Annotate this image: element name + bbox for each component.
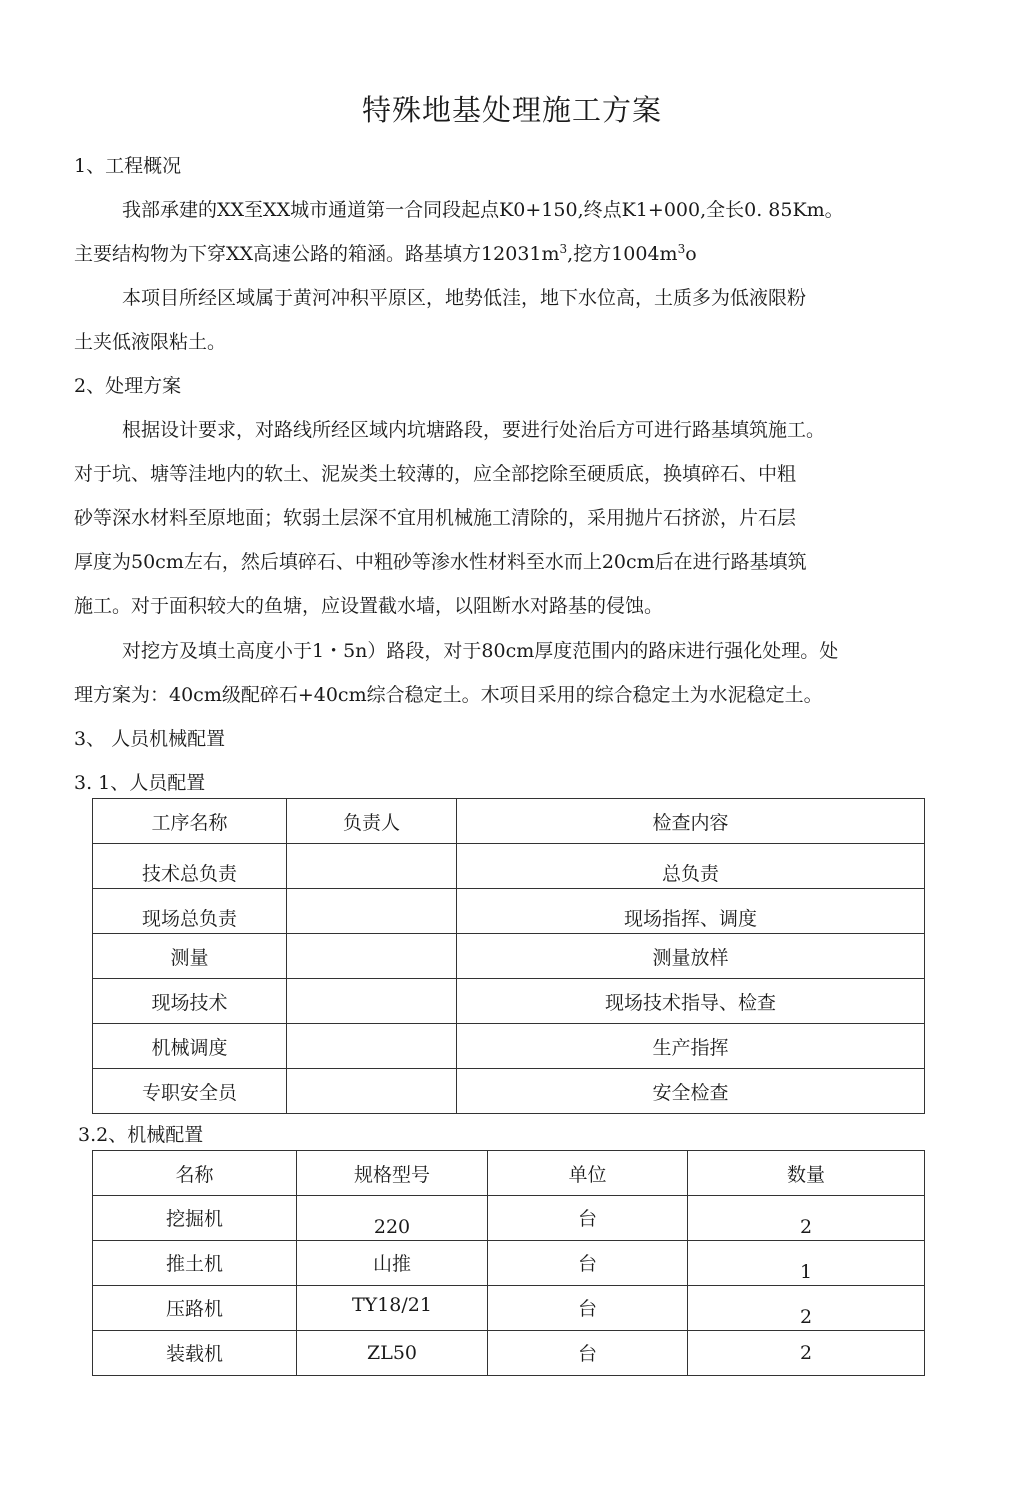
table-cell xyxy=(287,889,457,934)
table-row xyxy=(93,979,925,1024)
machine-table xyxy=(92,1150,925,1376)
table-cell: 山推 xyxy=(297,1241,488,1286)
table-cell: 现场指挥、调度 xyxy=(457,889,925,934)
table-cell: 总负责 xyxy=(457,844,925,889)
table-cell: 台 xyxy=(488,1331,688,1376)
treatment-paragraph-line: 厚度为50cm左右，然后填碎石、中粗砂等渗水性材料至水而上20cm后在进行路基填筑 xyxy=(74,551,807,573)
table-cell: 装载机 xyxy=(93,1331,297,1376)
section-3-1-heading: 3. 1、人员配置 xyxy=(74,772,206,794)
table-row xyxy=(93,889,925,934)
table-cell: 技术总负责 xyxy=(93,844,287,889)
table-row xyxy=(93,1069,925,1114)
section-2-heading: 2、处理方案 xyxy=(74,375,182,397)
table-header-cell: 规格型号 xyxy=(297,1151,488,1196)
table-row xyxy=(93,1241,925,1286)
table-cell: 台 xyxy=(488,1241,688,1286)
overview-text: o xyxy=(685,243,697,265)
treatment-paragraph-line: 根据设计要求，对路线所经区域内坑塘路段，要进行处治后方可进行路基填筑施工。 xyxy=(122,419,826,441)
table-cell: 2 xyxy=(688,1196,925,1241)
table-cell: 机械调度 xyxy=(93,1024,287,1069)
table-cell xyxy=(287,1024,457,1069)
table-header-row xyxy=(93,1151,925,1196)
section-1-heading: 1、工程概况 xyxy=(74,155,182,177)
table-cell: 安全检查 xyxy=(457,1069,925,1114)
superscript: 3 xyxy=(559,242,568,256)
table-header-cell: 负责人 xyxy=(287,799,457,844)
table-row xyxy=(93,844,925,889)
section-3-2-heading: 3.2、机械配置 xyxy=(78,1124,204,1146)
table-cell: 现场技术指导、检查 xyxy=(457,979,925,1024)
staff-table xyxy=(92,798,925,1114)
table-cell: 2 xyxy=(688,1331,925,1376)
table-cell: 台 xyxy=(488,1196,688,1241)
table-cell: 推土机 xyxy=(93,1241,297,1286)
treatment-paragraph-line: 对于坑、塘等洼地内的软土、泥炭类土较薄的，应全部挖除至硬质底，换填碎石、中粗 xyxy=(74,463,797,485)
table-cell: 2 xyxy=(688,1286,925,1331)
table-cell xyxy=(287,1069,457,1114)
table-header-cell: 工序名称 xyxy=(93,799,287,844)
table-cell: 1 xyxy=(688,1241,925,1286)
table-row xyxy=(93,1286,925,1331)
section-3-heading: 3、 人员机械配置 xyxy=(74,728,226,750)
table-header-cell: 数量 xyxy=(688,1151,925,1196)
table-cell xyxy=(287,844,457,889)
table-cell: 220 xyxy=(297,1196,488,1241)
table-header-cell: 名称 xyxy=(93,1151,297,1196)
treatment-paragraph-line: 砂等深水材料至原地面；软弱土层深不宜用机械施工清除的，采用抛片石挤淤，片石层 xyxy=(74,507,797,529)
strengthening-paragraph-line: 理方案为：40cm级配碎石+40cm综合稳定土。木项目采用的综合稳定土为水泥稳定土。 xyxy=(74,684,823,706)
table-cell xyxy=(287,979,457,1024)
overview-paragraph-line: 我部承建的XX至XX城市通道第一合同段起点K0+150,终点K1+000,全长0. 85Km。 xyxy=(122,199,844,221)
table-cell: 生产指挥 xyxy=(457,1024,925,1069)
table-cell: 现场技术 xyxy=(93,979,287,1024)
document-title: 特殊地基处理施工方案 xyxy=(361,93,662,127)
table-header-cell: 单位 xyxy=(488,1151,688,1196)
geology-paragraph-line: 本项目所经区域属于黄河冲积平原区，地势低洼，地下水位高，土质多为低液限粉 xyxy=(122,287,807,309)
table-row xyxy=(93,1331,925,1376)
overview-paragraph-line xyxy=(74,239,697,269)
table-cell: TY18/21 xyxy=(297,1286,488,1331)
table-cell: 台 xyxy=(488,1286,688,1331)
table-header-row xyxy=(93,799,925,844)
table-row xyxy=(93,934,925,979)
table-cell: 测量 xyxy=(93,934,287,979)
strengthening-paragraph-line: 对挖方及填土高度小于1・5n）路段，对于80cm厚度范围内的路床进行强化处理。处 xyxy=(122,640,839,662)
table-cell: 现场总负责 xyxy=(93,889,287,934)
table-cell: 专职安全员 xyxy=(93,1069,287,1114)
table-cell xyxy=(287,934,457,979)
table-cell: 挖掘机 xyxy=(93,1196,297,1241)
table-row xyxy=(93,1196,925,1241)
geology-paragraph-line: 土夹低液限粘土。 xyxy=(74,331,227,353)
superscript: 3 xyxy=(677,242,686,256)
treatment-paragraph-line: 施工。对于面积较大的鱼塘，应设置截水墙，以阻断水对路基的侵蚀。 xyxy=(74,595,664,617)
table-cell: 压路机 xyxy=(93,1286,297,1331)
overview-text: ,挖方1004m xyxy=(567,243,678,265)
table-header-cell: 检查内容 xyxy=(457,799,925,844)
table-cell: 测量放样 xyxy=(457,934,925,979)
table-cell: ZL50 xyxy=(297,1331,488,1376)
overview-text: 主要结构物为下穿XX高速公路的箱涵。路基填方12031m xyxy=(74,243,560,265)
table-row xyxy=(93,1024,925,1069)
